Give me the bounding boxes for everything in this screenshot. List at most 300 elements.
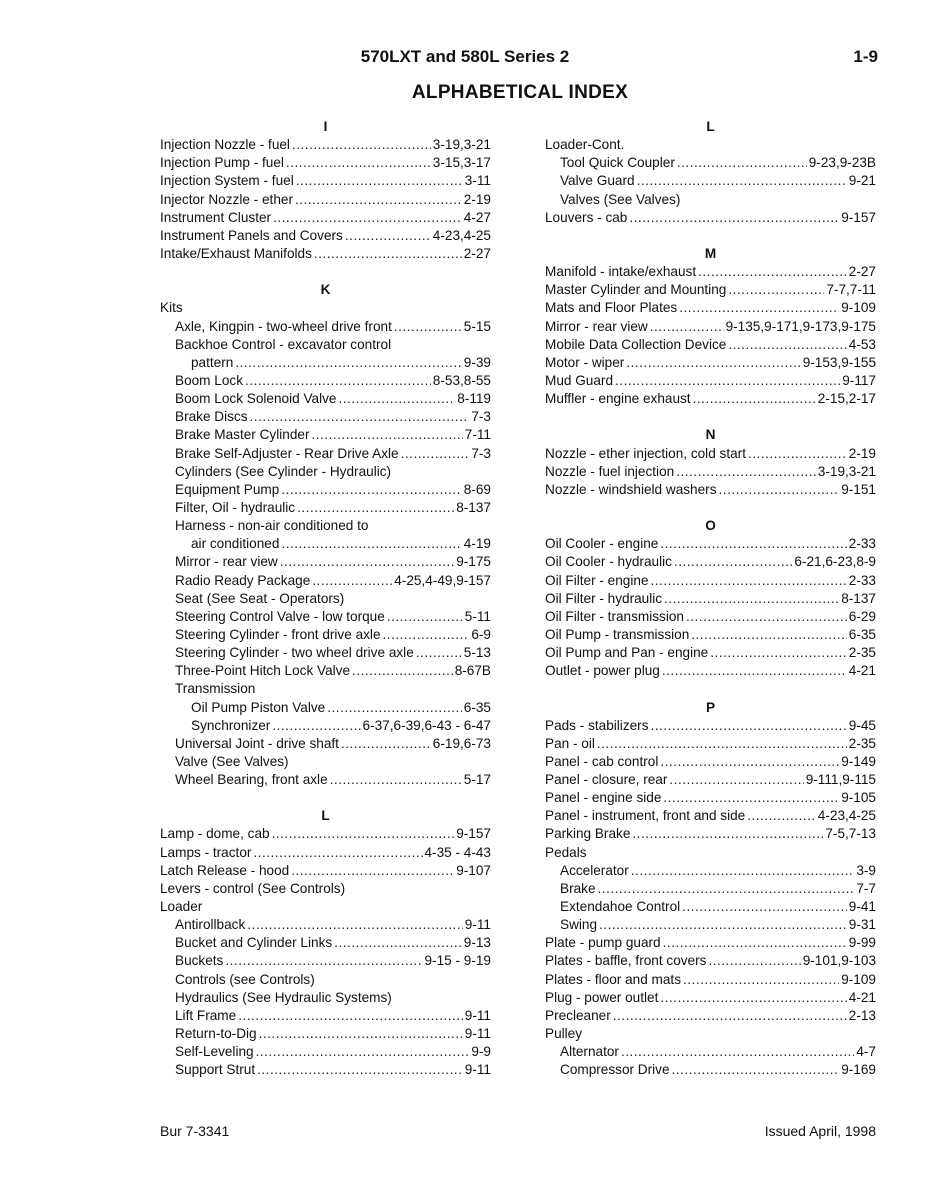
entry-page-ref: 9-11: [464, 917, 491, 933]
entry-text: Return-to-Dig: [175, 1026, 257, 1042]
index-entry: [545, 281, 876, 299]
dot-leader: [669, 771, 803, 789]
dot-leader: [674, 553, 792, 571]
entry-text: Support Strut: [175, 1062, 256, 1078]
entry-text: Kits: [160, 300, 183, 316]
dot-leader: [728, 336, 846, 354]
index-entry: [545, 608, 876, 626]
dot-leader: [663, 789, 839, 807]
entry-text: Motor - wiper: [545, 354, 625, 370]
entry-page-ref: 5-11: [464, 608, 491, 624]
entry-page-ref: 4-27: [463, 209, 491, 225]
dot-leader: [597, 735, 847, 753]
index-entry: [545, 626, 876, 644]
dot-leader: [312, 572, 392, 590]
index-entry: [545, 172, 876, 190]
index-entry: [160, 1043, 491, 1061]
index-entry: [160, 753, 491, 771]
entry-text: Levers - control (See Controls): [160, 880, 346, 896]
entry-text: Equipment Pump: [175, 481, 280, 497]
entry-page-ref: 3-19,3-21: [817, 463, 876, 479]
index-entry: [160, 626, 491, 644]
entry-page-ref: 8-137: [841, 590, 876, 606]
entry-page-ref: 4-21: [848, 989, 876, 1005]
entry-text: Brake Discs: [175, 409, 248, 425]
section-letter-heading: O: [705, 518, 716, 534]
dot-leader: [253, 844, 422, 862]
dot-leader: [747, 807, 816, 825]
entry-page-ref: 9-153,9-155: [802, 354, 876, 370]
entry-page-ref: 8-69: [463, 481, 491, 497]
index-entry: [545, 572, 876, 590]
dot-leader: [672, 1061, 840, 1079]
index-entry: [545, 989, 876, 1007]
index-entry: [160, 1061, 491, 1079]
index-entry: [160, 862, 491, 880]
index-entry: [160, 844, 491, 862]
dot-leader: [311, 426, 462, 444]
dot-leader: [296, 172, 463, 190]
entry-text: Oil Filter - hydraulic: [545, 590, 663, 606]
entry-text: Brake: [560, 880, 596, 896]
entry-text: Pulley: [545, 1026, 583, 1042]
index-entry: [545, 771, 876, 789]
dot-leader: [651, 717, 847, 735]
entry-page-ref: 5-15: [463, 318, 491, 334]
entry-text: Injection Nozzle - fuel: [160, 137, 290, 153]
issue-date: Issued April, 1998: [764, 1123, 876, 1139]
entry-page-ref: 2-19: [463, 191, 491, 207]
entry-page-ref: 9-135,9-171,9-173,9-175: [725, 318, 876, 334]
dot-leader: [245, 372, 431, 390]
dot-leader: [280, 553, 455, 571]
index-entry: [160, 209, 491, 227]
entry-page-ref: 9-101,9-103: [802, 953, 876, 969]
index-entry: [160, 590, 491, 608]
index-entry: [545, 717, 876, 735]
dot-leader: [693, 390, 816, 408]
entry-page-ref: 9-109: [841, 300, 876, 316]
section-spacer: [160, 263, 491, 281]
index-entry: [160, 372, 491, 390]
dot-leader: [632, 825, 823, 843]
dot-leader: [238, 1007, 463, 1025]
entry-text: Instrument Cluster: [160, 209, 272, 225]
entry-page-ref: 4-25,4-49,9-157: [394, 572, 491, 588]
index-entry: [545, 354, 876, 372]
index-entry: [545, 481, 876, 499]
entry-text: Nozzle - windshield washers: [545, 481, 717, 497]
entry-text: Mud Guard: [545, 372, 614, 388]
entry-text: Pedals: [545, 844, 587, 860]
entry-page-ref: 7-5,7-13: [825, 826, 876, 842]
index-entry: [545, 1043, 876, 1061]
dot-leader: [631, 862, 855, 880]
entry-page-ref: 3-9: [856, 862, 876, 878]
index-entry: [160, 172, 491, 190]
dot-leader: [345, 227, 431, 245]
index-entry: [545, 735, 876, 753]
entry-text: Loader-Cont.: [545, 137, 625, 153]
entry-page-ref: 9-105: [841, 790, 876, 806]
entry-page-ref: 2-27: [848, 264, 876, 280]
dot-leader: [281, 535, 461, 553]
entry-text: Extendahoe Control: [560, 899, 681, 915]
entry-text: Panel - cab control: [545, 753, 659, 769]
entry-page-ref: 9-157: [841, 209, 876, 225]
entry-page-ref: 9-21: [848, 173, 876, 189]
dot-leader: [416, 644, 462, 662]
entry-page-ref: 2-13: [848, 1007, 876, 1023]
dot-leader: [679, 299, 839, 317]
entry-page-ref: 7-7: [856, 880, 876, 896]
entry-page-ref: 6-35: [848, 626, 876, 642]
index-entry: [160, 191, 491, 209]
dot-leader: [682, 898, 847, 916]
entry-text: Wheel Bearing, front axle: [175, 772, 328, 788]
index-entry: [160, 989, 491, 1007]
index-entry: [160, 644, 491, 662]
index-title: ALPHABETICAL INDEX: [411, 82, 629, 103]
entry-text: Plug - power outlet: [545, 989, 659, 1005]
dot-leader: [286, 154, 431, 172]
index-entry: [160, 553, 491, 571]
index-entry: [545, 445, 876, 463]
index-entry: [545, 898, 876, 916]
section-spacer: [545, 408, 876, 426]
entry-text: Brake Master Cylinder: [175, 427, 310, 443]
entry-text: Parking Brake: [545, 826, 631, 842]
entry-page-ref: 9-107: [456, 862, 491, 878]
dot-leader: [698, 263, 847, 281]
entry-text: Nozzle - ether injection, cold start: [545, 445, 746, 461]
index-entry: [545, 807, 876, 825]
entry-text: Accelerator: [560, 862, 629, 878]
page-number: 1-9: [853, 47, 878, 66]
entry-page-ref: 9-11: [464, 1007, 491, 1023]
entry-text: Valve Guard: [560, 173, 635, 189]
index-entry: [545, 916, 876, 934]
dot-leader: [247, 916, 463, 934]
index-entry: [160, 390, 491, 408]
index-entry: [545, 535, 876, 553]
entry-text: Harness - non-air conditioned to: [175, 518, 369, 534]
entry-text: Mirror - rear view: [175, 554, 278, 570]
entry-text: Injector Nozzle - ether: [160, 191, 293, 207]
dot-leader: [281, 481, 462, 499]
entry-text: Panel - instrument, front and side: [545, 808, 746, 824]
dot-leader: [225, 952, 422, 970]
index-entry: [160, 680, 491, 698]
index-entry: [545, 372, 876, 390]
entry-page-ref: 9-9: [471, 1044, 491, 1060]
entry-text: Mats and Floor Plates: [545, 300, 678, 316]
section-letter-heading: M: [704, 245, 717, 261]
dot-leader: [748, 445, 847, 463]
entry-text: Pan - oil: [545, 735, 595, 751]
dot-leader: [401, 445, 470, 463]
dot-leader: [235, 354, 461, 372]
entry-text: Valve (See Valves): [175, 753, 289, 769]
entry-text: Mobile Data Collection Device: [545, 336, 727, 352]
dot-leader: [708, 952, 800, 970]
entry-text: Plate - pump guard: [545, 935, 661, 951]
entry-text: Master Cylinder and Mounting: [545, 282, 727, 298]
entry-text: Panel - engine side: [545, 790, 662, 806]
index-entry: [545, 1025, 876, 1043]
dot-leader: [383, 626, 470, 644]
entry-text: Precleaner: [545, 1007, 611, 1023]
entry-text: Louvers - cab: [545, 209, 628, 225]
index-entry: [545, 1007, 876, 1025]
index-entry: [545, 644, 876, 662]
entry-page-ref: 2-35: [848, 735, 876, 751]
index-entry: [160, 608, 491, 626]
index-entry: [545, 136, 876, 154]
entry-text: Lift Frame: [175, 1007, 237, 1023]
dot-leader: [683, 971, 839, 989]
index-entry: [545, 1061, 876, 1079]
entry-page-ref: 4-21: [848, 663, 876, 679]
index-entry: [545, 191, 876, 209]
entry-text: Brake Self-Adjuster - Rear Drive Axle: [175, 445, 399, 461]
entry-page-ref: 9-45: [848, 717, 876, 733]
entry-page-ref: 9-151: [841, 481, 876, 497]
entry-page-ref: 5-17: [463, 772, 491, 788]
entry-text: Injection System - fuel: [160, 173, 294, 189]
dot-leader: [341, 735, 431, 753]
dot-leader: [621, 1043, 854, 1061]
entry-text: Steering Control Valve - low torque: [175, 608, 385, 624]
dot-leader: [629, 209, 839, 227]
entry-page-ref: 9-39: [463, 354, 491, 370]
dot-leader: [613, 1007, 847, 1025]
entry-text: Nozzle - fuel injection: [545, 463, 675, 479]
index-entry: [160, 136, 491, 154]
entry-page-ref: 9-175: [456, 554, 491, 570]
index-entry: [160, 1007, 491, 1025]
entry-text: Filter, Oil - hydraulic: [175, 499, 296, 515]
entry-text: Latch Release - hood: [160, 862, 290, 878]
index-entry: [160, 952, 491, 970]
entry-text: Buckets: [175, 953, 224, 969]
entry-text: Plates - floor and mats: [545, 971, 681, 987]
index-entry: [545, 590, 876, 608]
entry-page-ref: 4-35 - 4-43: [424, 844, 491, 860]
index-entry: [160, 880, 491, 898]
dot-leader: [650, 318, 724, 336]
index-entry: [160, 445, 491, 463]
index-entry: [545, 318, 876, 336]
entry-text: Intake/Exhaust Manifolds: [160, 245, 312, 261]
entry-text: Oil Pump Piston Valve: [191, 699, 326, 715]
index-entry: [545, 952, 876, 970]
index-entry: [160, 916, 491, 934]
entry-page-ref: 3-19,3-21: [432, 137, 491, 153]
entry-text: Valves (See Valves): [560, 191, 681, 207]
index-entry: [545, 934, 876, 952]
index-entry: [545, 971, 876, 989]
dot-leader: [660, 989, 846, 1007]
entry-text: Mirror - rear view: [545, 318, 648, 334]
dot-leader: [273, 209, 462, 227]
dot-leader: [615, 372, 840, 390]
index-entry: [160, 336, 491, 354]
entry-page-ref: 4-23,4-25: [432, 227, 491, 243]
entry-page-ref: 9-99: [848, 935, 876, 951]
index-entry: [160, 318, 491, 336]
dot-leader: [338, 390, 455, 408]
index-entry: [160, 245, 491, 263]
entry-page-ref: 9-31: [848, 917, 876, 933]
entry-text: Loader: [160, 899, 203, 915]
index-entry: [545, 299, 876, 317]
entry-text: Cylinders (See Cylinder - Hydraulic): [175, 463, 392, 479]
entry-text: Swing: [560, 917, 598, 933]
dot-leader: [676, 463, 816, 481]
index-entry: [545, 862, 876, 880]
entry-text: Axle, Kingpin - two-wheel drive front: [175, 318, 392, 334]
index-entry: [160, 699, 491, 717]
entry-text: Bucket and Cylinder Links: [175, 935, 333, 951]
index-entry: [160, 299, 491, 317]
entry-text: Controls (see Controls): [175, 971, 315, 987]
index-entry: [160, 662, 491, 680]
index-entry: [160, 463, 491, 481]
entry-text: Outlet - power plug: [545, 663, 660, 679]
dot-leader: [719, 481, 840, 499]
entry-page-ref: 4-19: [463, 536, 491, 552]
index-entry: [160, 717, 491, 735]
index-entry: [160, 517, 491, 535]
index-entry: [160, 408, 491, 426]
index-entry: [545, 336, 876, 354]
index-entry: [160, 825, 491, 843]
index-entry: [545, 844, 876, 862]
entry-text: pattern: [191, 354, 234, 370]
entry-page-ref: 7-11: [464, 427, 491, 443]
entry-page-ref: 4-53: [848, 336, 876, 352]
entry-page-ref: 8-119: [457, 391, 491, 407]
dot-leader: [272, 825, 455, 843]
index-entry: [545, 209, 876, 227]
index-entry: [545, 553, 876, 571]
entry-text: Alternator: [560, 1044, 619, 1060]
entry-page-ref: 9-111,9-115: [805, 772, 876, 788]
dot-leader: [677, 154, 807, 172]
entry-text: Plates - baffle, front covers: [545, 953, 707, 969]
dot-leader: [660, 535, 846, 553]
entry-text: Panel - closure, rear: [545, 772, 668, 788]
document-number: Bur 7-3341: [160, 1123, 230, 1139]
section-spacer: [160, 789, 491, 807]
dot-leader: [327, 699, 462, 717]
index-entry: [545, 390, 876, 408]
entry-text: Oil Filter - transmission: [545, 608, 684, 624]
entry-page-ref: 3-15,3-17: [432, 155, 491, 171]
index-entry: [545, 154, 876, 172]
entry-page-ref: 8-53,8-55: [432, 372, 491, 388]
entry-page-ref: 3-11: [464, 173, 491, 189]
dot-leader: [256, 1043, 470, 1061]
entry-text: Tool Quick Coupler: [560, 155, 675, 171]
dot-leader: [334, 934, 462, 952]
dot-leader: [292, 136, 431, 154]
dot-leader: [651, 572, 847, 590]
dot-leader: [599, 916, 847, 934]
index-entry: [545, 825, 876, 843]
entry-page-ref: 9-13: [463, 935, 491, 951]
entry-text: Lamp - dome, cab: [160, 826, 270, 842]
entry-page-ref: 2-27: [463, 245, 491, 261]
entry-page-ref: 6-37,6-39,6-43 - 6-47: [362, 717, 491, 733]
index-entry: [160, 898, 491, 916]
dot-leader: [291, 862, 454, 880]
section-letter-heading: K: [320, 282, 331, 298]
dot-leader: [728, 281, 824, 299]
section-spacer: [545, 680, 876, 698]
entry-text: Oil Filter - engine: [545, 572, 649, 588]
entry-text: Hydraulics (See Hydraulic Systems): [175, 989, 392, 1005]
index-entry: [160, 1025, 491, 1043]
entry-page-ref: 4-23,4-25: [817, 808, 876, 824]
dot-leader: [259, 1025, 463, 1043]
entry-page-ref: 9-11: [464, 1062, 491, 1078]
entry-text: Universal Joint - drive shaft: [175, 735, 339, 751]
entry-page-ref: 7-3: [471, 445, 491, 461]
dot-leader: [691, 626, 847, 644]
entry-page-ref: 9-15 - 9-19: [424, 953, 491, 969]
entry-text: Steering Cylinder - front drive axle: [175, 626, 381, 642]
index-entry: [545, 263, 876, 281]
index-entry: [160, 971, 491, 989]
entry-text: air conditioned: [191, 536, 280, 552]
index-entry: [160, 535, 491, 553]
dot-leader: [387, 608, 463, 626]
entry-page-ref: 2-33: [848, 536, 876, 552]
entry-text: Self-Leveling: [175, 1044, 254, 1060]
entry-page-ref: 7-3: [471, 409, 491, 425]
dot-leader: [637, 172, 847, 190]
entry-page-ref: 9-41: [848, 899, 876, 915]
dot-leader: [664, 590, 839, 608]
index-entry: [160, 426, 491, 444]
index-entry: [160, 481, 491, 499]
dot-leader: [710, 644, 847, 662]
dot-leader: [394, 318, 462, 336]
index-entry: [545, 662, 876, 680]
entry-page-ref: 6-29: [848, 608, 876, 624]
dot-leader: [352, 662, 453, 680]
entry-text: Antirollback: [175, 917, 246, 933]
entry-text: Three-Point Hitch Lock Valve: [175, 663, 351, 679]
index-entry: [160, 735, 491, 753]
index-entry: [160, 354, 491, 372]
index-entry: [160, 934, 491, 952]
entry-text: Compressor Drive: [560, 1062, 670, 1078]
entry-page-ref: 9-109: [841, 971, 876, 987]
entry-page-ref: 2-15,2-17: [817, 391, 876, 407]
entry-page-ref: 2-33: [848, 572, 876, 588]
entry-text: Backhoe Control - excavator control: [175, 336, 392, 352]
dot-leader: [297, 499, 454, 517]
dot-leader: [660, 753, 839, 771]
index-entry: [160, 227, 491, 245]
entry-text: Injection Pump - fuel: [160, 155, 284, 171]
entry-text: Oil Cooler - hydraulic: [545, 554, 672, 570]
index-entry: [545, 463, 876, 481]
entry-page-ref: 6-19,6-73: [432, 735, 491, 751]
